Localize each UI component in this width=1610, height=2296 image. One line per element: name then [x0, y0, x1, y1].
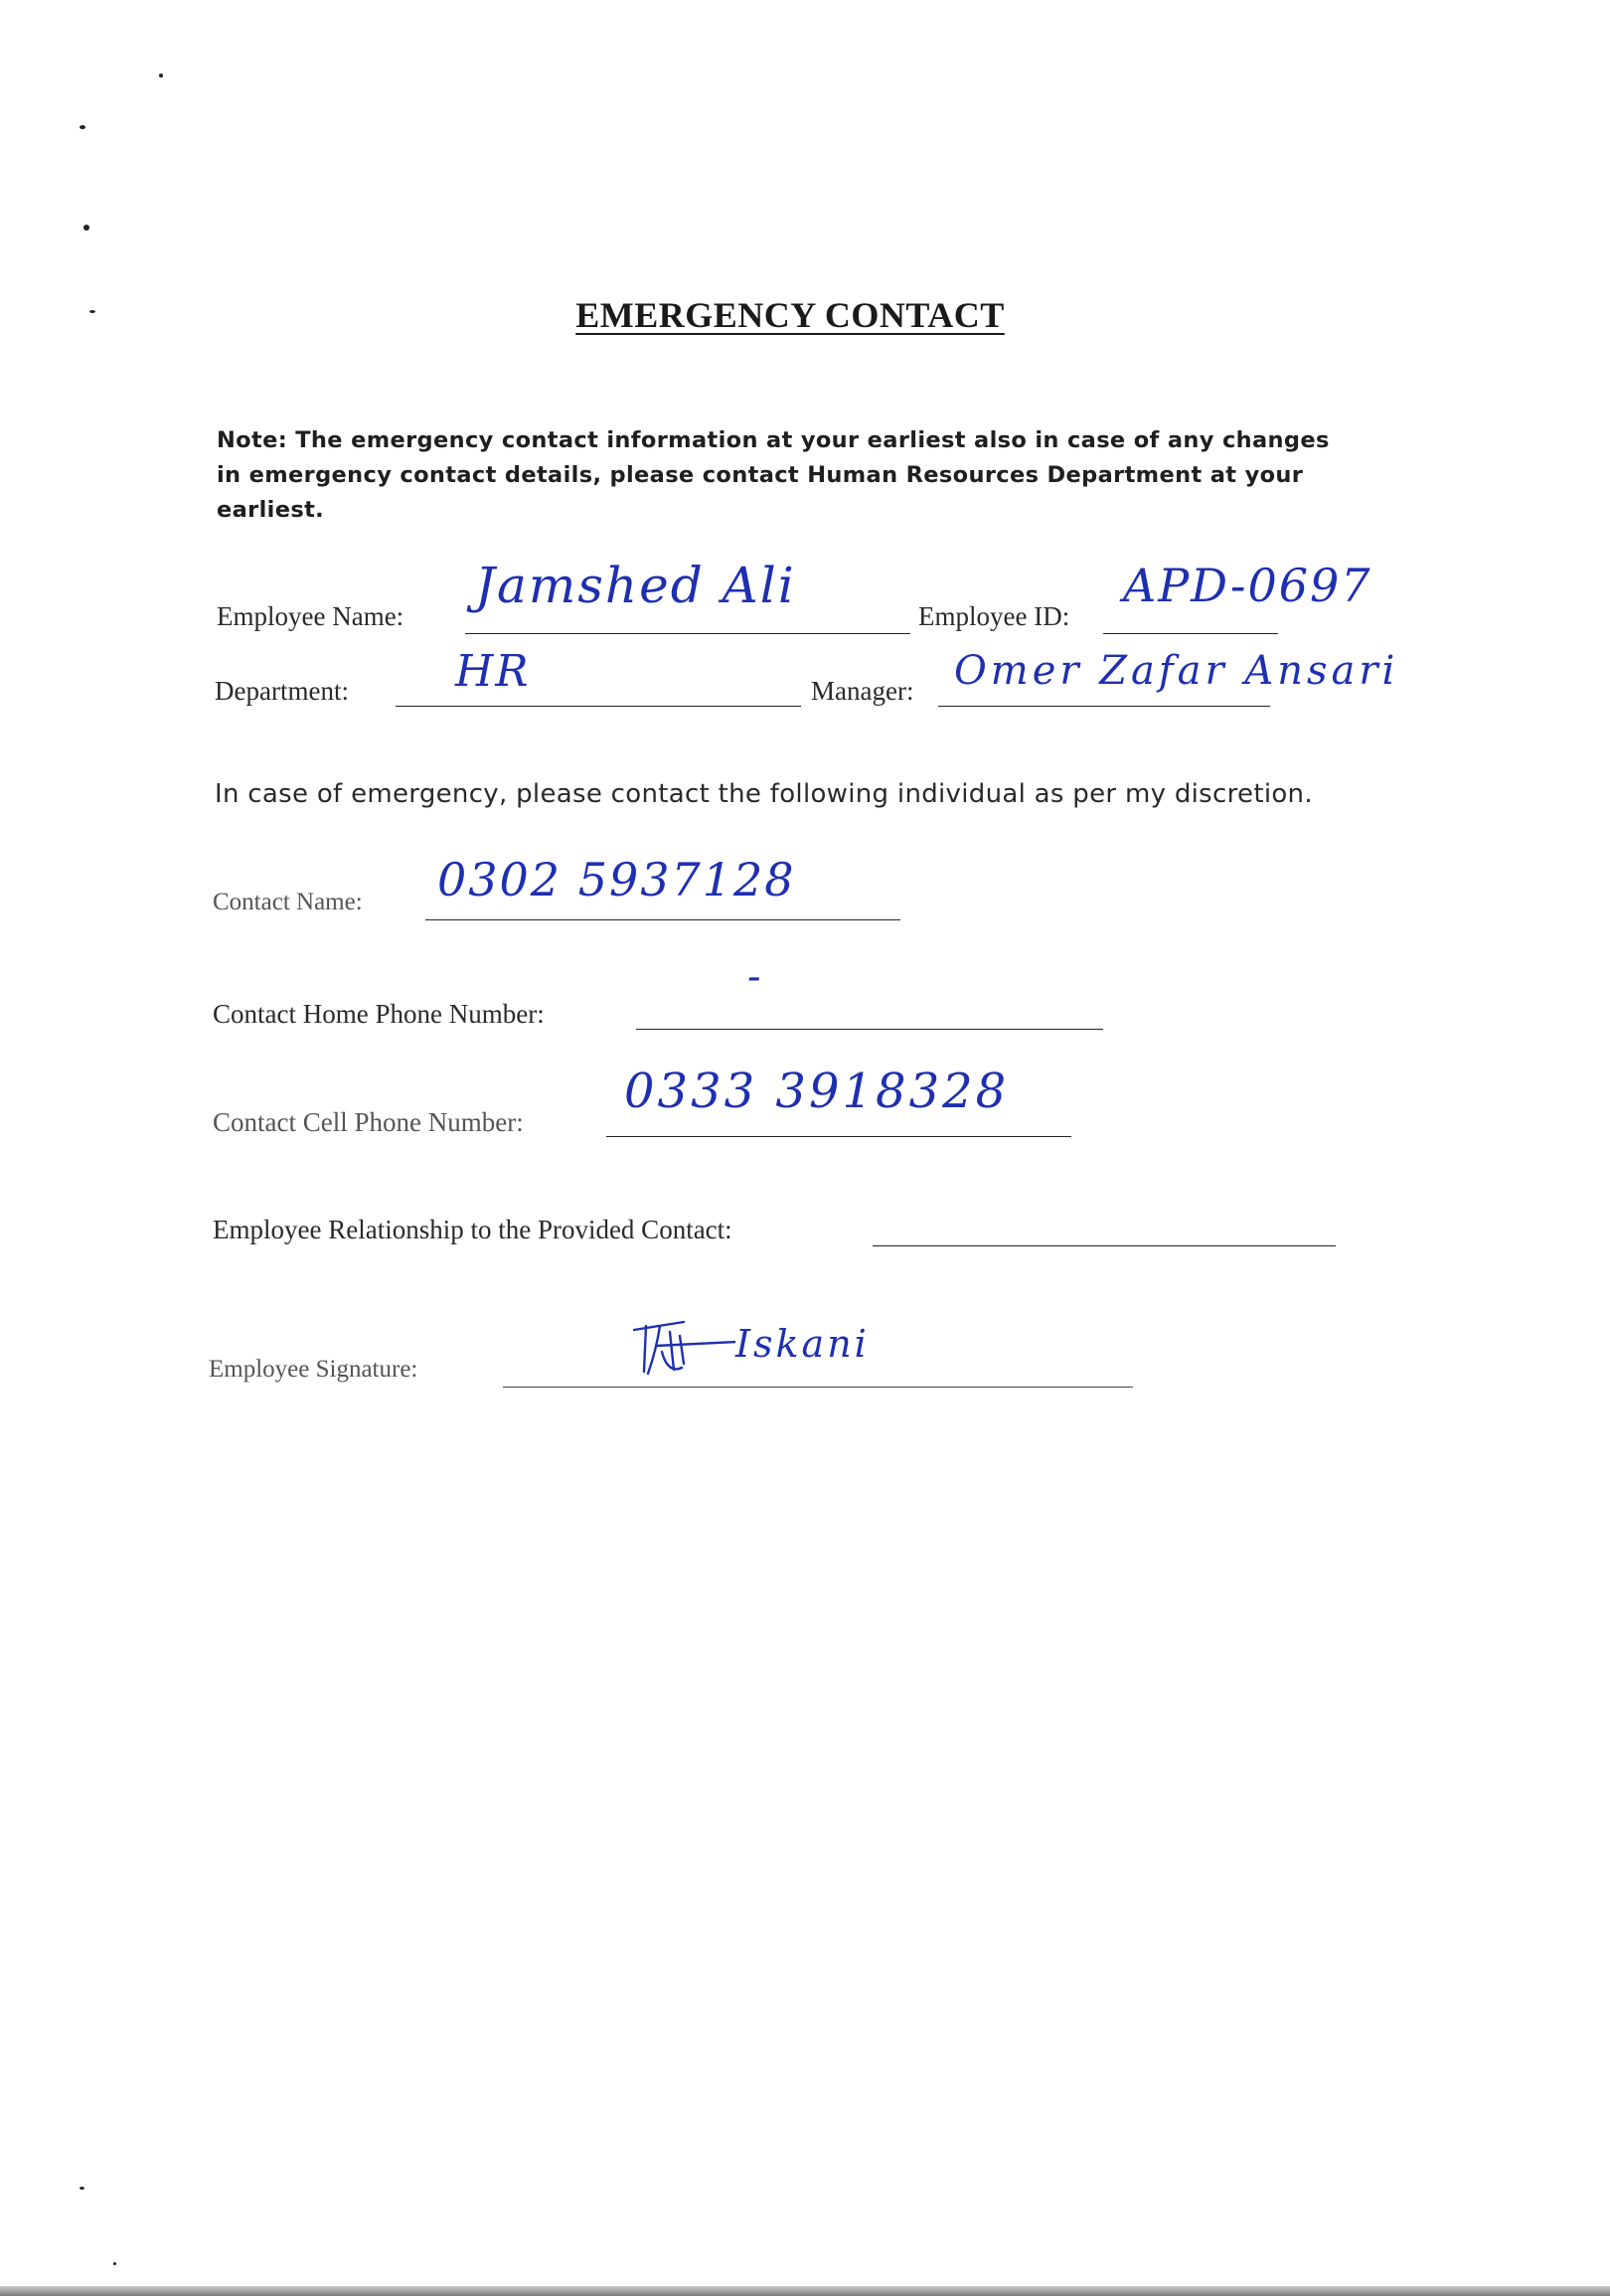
form-note: Note: The emergency contact information at your earliest also in case of any changes in emergency contact details, please contact Human Resources Department at your earliest. [217, 427, 1330, 523]
signature-value[interactable]: Iskani [735, 1322, 870, 1366]
manager-value[interactable]: Omer Zafar Ansari [954, 648, 1399, 694]
relationship-line [873, 1245, 1336, 1246]
department-label: Department: [215, 676, 349, 706]
contact-name-line [425, 919, 900, 920]
scan-speck [159, 74, 163, 78]
relationship-label: Employee Relationship to the Provided Contact: [213, 1215, 732, 1244]
contact-home-phone-value[interactable]: - [747, 954, 763, 1000]
employee-id-label: Employee ID: [918, 601, 1070, 631]
contact-name-value[interactable]: 0302 5937128 [437, 853, 796, 906]
contact-cell-phone-value[interactable]: 0333 3918328 [624, 1064, 1010, 1119]
employee-id-value[interactable]: APD-0697 [1123, 559, 1372, 612]
employee-name-value[interactable]: Jamshed Ali [475, 557, 796, 614]
department-line [396, 706, 801, 707]
contact-cell-phone-line [606, 1136, 1071, 1137]
instruction-text: In case of emergency, please contact the following individual as per my discretion. [215, 779, 1313, 809]
scan-speck [80, 2187, 84, 2190]
department-value[interactable]: HR [455, 646, 531, 697]
form-title: EMERGENCY CONTACT [575, 295, 1005, 335]
scan-speck [113, 2262, 116, 2265]
manager-label: Manager: [811, 676, 914, 706]
manager-line [938, 706, 1270, 707]
signature-label: Employee Signature: [209, 1356, 418, 1383]
contact-home-phone-label: Contact Home Phone Number: [213, 999, 545, 1029]
employee-name-line [465, 633, 910, 634]
contact-cell-phone-label: Contact Cell Phone Number: [213, 1107, 524, 1137]
scan-speck [83, 225, 89, 231]
contact-home-phone-line [636, 1029, 1103, 1030]
contact-name-label: Contact Name: [213, 889, 363, 915]
employee-id-line [1103, 633, 1278, 634]
employee-name-label: Employee Name: [217, 601, 404, 631]
scan-speck [80, 125, 85, 129]
signature-line [503, 1387, 1133, 1388]
scan-bottom-edge [0, 2286, 1610, 2296]
signature-scribble [626, 1312, 735, 1382]
